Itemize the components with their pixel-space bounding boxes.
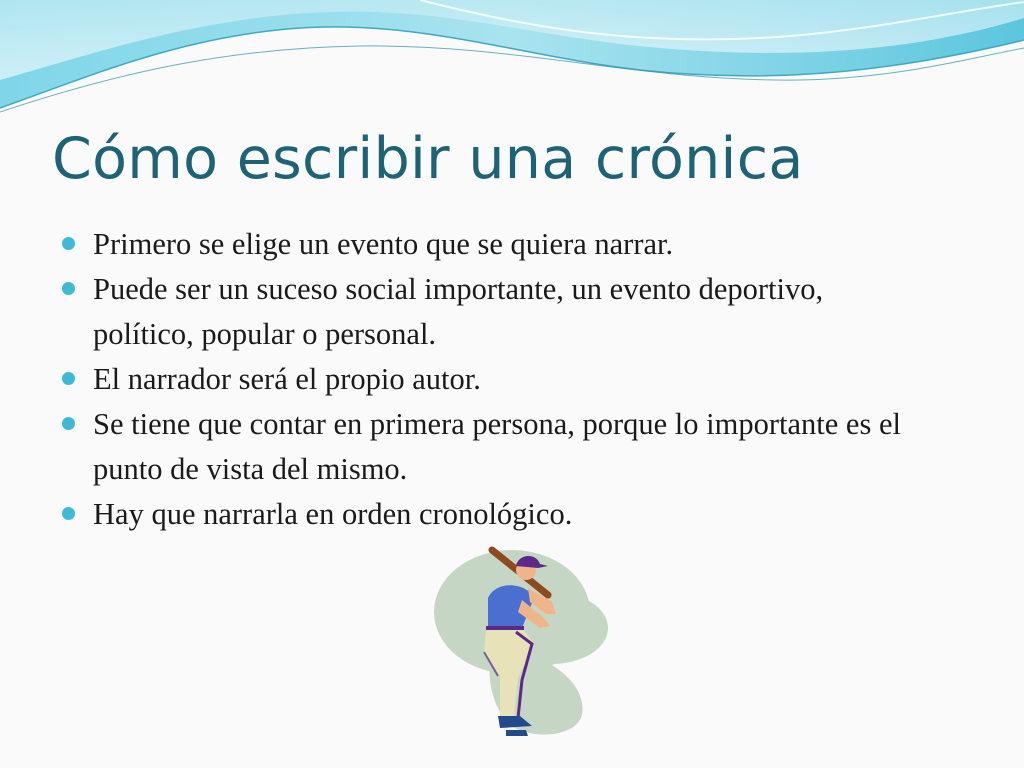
bullet-icon	[62, 417, 75, 430]
slide-title: Cómo escribir una crónica	[52, 126, 804, 192]
bullet-item	[62, 402, 922, 492]
bullet-item	[62, 357, 922, 402]
bullet-item	[62, 222, 922, 267]
bullet-icon	[62, 282, 75, 295]
bullet-item	[62, 492, 922, 537]
bullet-icon	[62, 507, 75, 520]
bullet-text: Primero se elige un evento que se quiera narrar.	[93, 227, 674, 261]
bullet-text: Hay que narrarla en orden cronológico.	[93, 497, 573, 531]
bullet-text: Puede ser un suceso social importante, un evento deportivo, político, popular o personal.	[93, 272, 824, 351]
bullet-icon	[62, 372, 75, 385]
wave-header-decoration	[0, 0, 1024, 130]
bullet-item	[62, 267, 922, 357]
bullet-icon	[62, 237, 75, 250]
bullet-list	[62, 222, 922, 537]
bullet-text: Se tiene que contar en primera persona, porque lo importante es el punto de vista del mismo.	[93, 407, 901, 486]
baseball-batter-icon	[430, 540, 620, 740]
bullet-text: El narrador será el propio autor.	[93, 362, 481, 396]
